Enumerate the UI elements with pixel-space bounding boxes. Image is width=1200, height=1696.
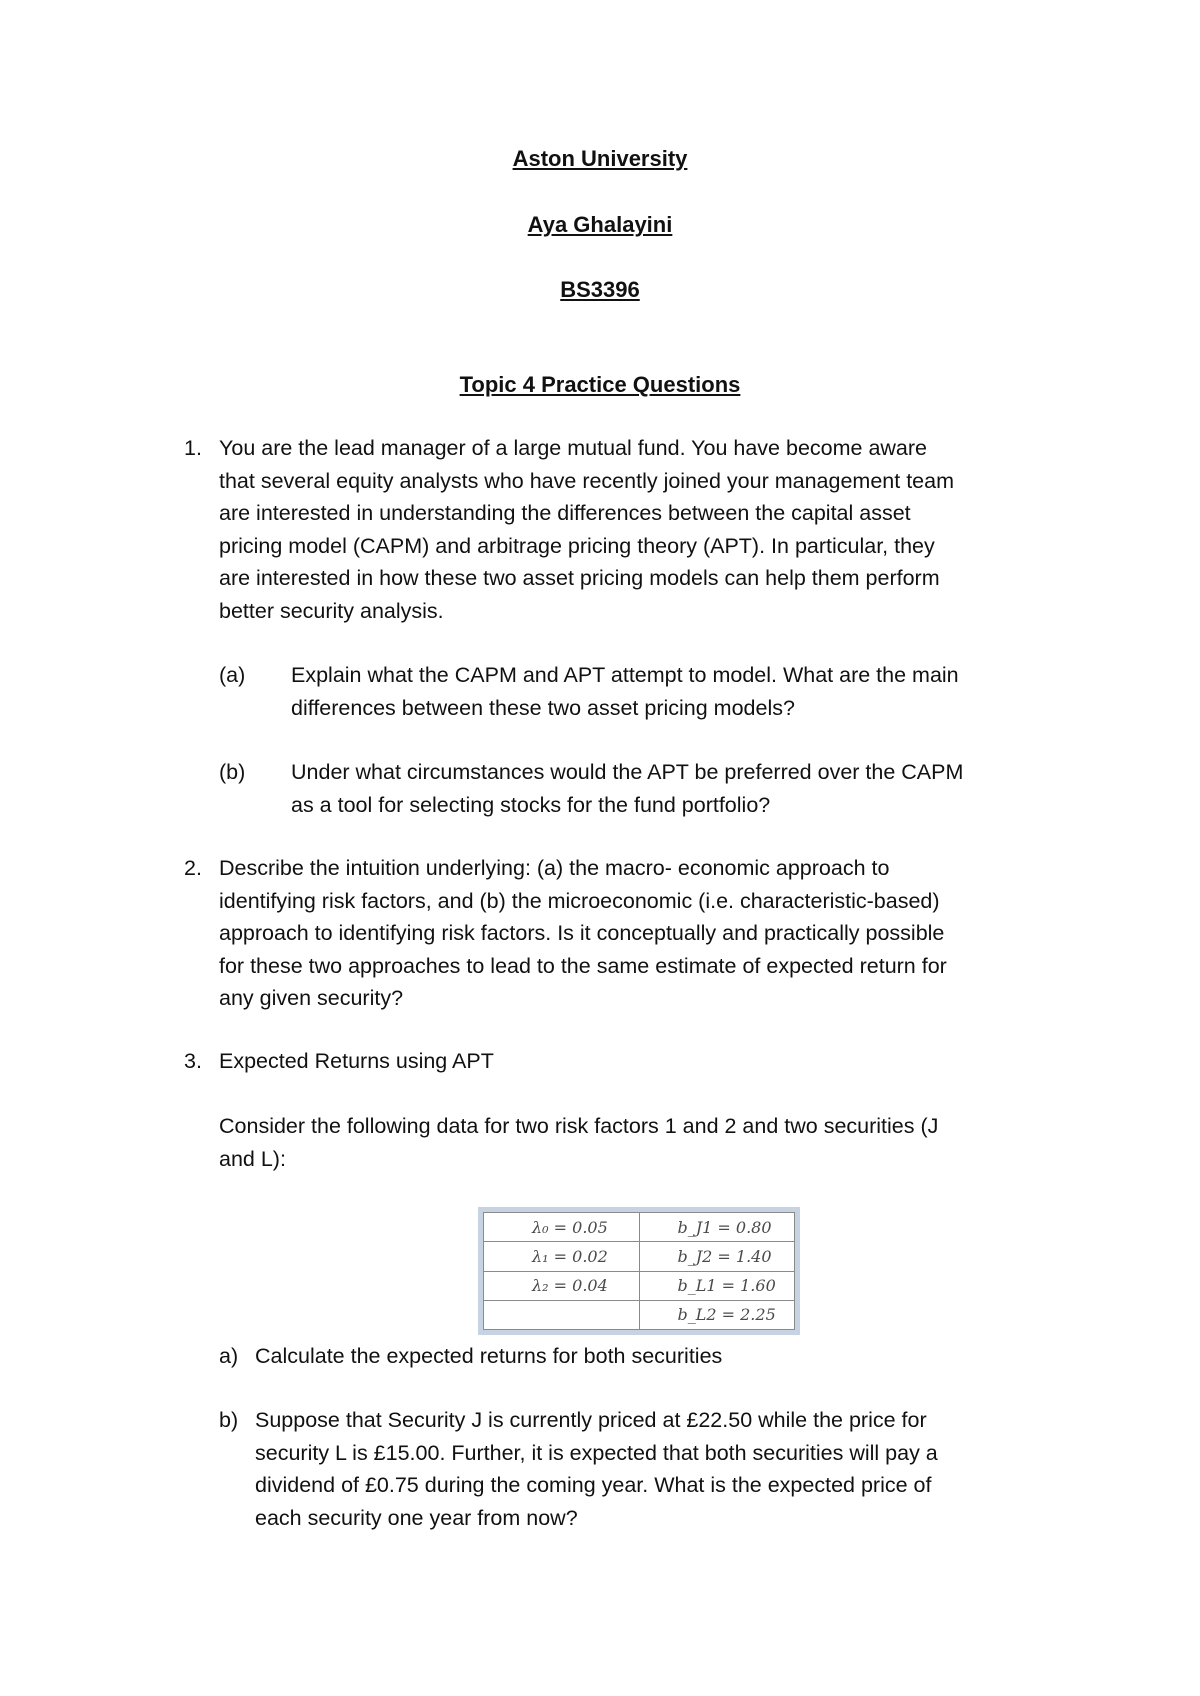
question-1-number: 1. xyxy=(184,436,202,460)
table-row xyxy=(484,1300,795,1329)
university-title: Aston University xyxy=(512,146,688,171)
question-3b-line: security L is £15.00. Further, it is expected that both securities will pay a xyxy=(255,1440,938,1465)
question-1b-text xyxy=(291,756,1111,821)
table-row xyxy=(484,1213,795,1242)
topic-title: Topic 4 Practice Questions xyxy=(459,372,741,397)
question-2-line: for these two approaches to lead to the same estimate of expected return for xyxy=(219,953,947,978)
factor-data-table xyxy=(478,1207,800,1335)
question-2-line: identifying risk factors, and (b) the microeconomic (i.e. characteristic-based) xyxy=(219,888,940,913)
question-1-line: better security analysis. xyxy=(219,598,444,623)
question-3b-text xyxy=(255,1404,1115,1534)
table-cell: b_J1 = 0.80 xyxy=(639,1213,795,1242)
table-row xyxy=(484,1242,795,1271)
question-1-line: are interested in understanding the differences between the capital asset xyxy=(219,501,911,525)
question-1-line: that several equity analysts who have recently joined your management team xyxy=(219,468,954,493)
question-2-line: Describe the intuition underlying: (a) the macro- economic approach to xyxy=(219,856,890,880)
question-2-line: approach to identifying risk factors. Is it conceptually and practically possible xyxy=(219,921,945,945)
question-3b-line: Suppose that Security J is currently priced at £22.50 while the price for xyxy=(255,1408,927,1432)
table-row xyxy=(484,1271,795,1300)
question-3b-label: b) xyxy=(219,1408,239,1432)
question-1b-line: as a tool for selecting stocks for the fund portfolio? xyxy=(291,792,771,817)
question-3-number: 3. xyxy=(184,1049,202,1073)
question-1-line: pricing model (CAPM) and arbitrage pricing theory (APT). In particular, they xyxy=(219,533,935,558)
table-cell: λ₀ = 0.05 xyxy=(484,1213,640,1242)
table-cell: λ₁ = 0.02 xyxy=(484,1242,640,1271)
table-cell xyxy=(484,1300,640,1329)
question-1a-label: (a) xyxy=(219,663,246,687)
table-cell: λ₂ = 0.04 xyxy=(484,1271,640,1300)
author-name: Aya Ghalayini xyxy=(527,212,673,237)
question-3a-line: Calculate the expected returns for both securities xyxy=(255,1344,723,1368)
table-cell: b_L1 = 1.60 xyxy=(639,1271,795,1300)
question-2-text xyxy=(219,852,1119,1015)
question-3-heading: Expected Returns using APT xyxy=(219,1049,494,1073)
question-1b-label: (b) xyxy=(219,760,246,784)
question-3-intro xyxy=(219,1110,1119,1175)
question-3a-label: a) xyxy=(219,1344,239,1368)
question-3-intro-line: Consider the following data for two risk factors 1 and 2 and two securities (J xyxy=(219,1114,939,1138)
question-3b-line: each security one year from now? xyxy=(255,1505,578,1530)
question-2-line: any given security? xyxy=(219,986,404,1010)
question-1-line: are interested in how these two asset pricing models can help them perform xyxy=(219,566,940,590)
table-cell: b_J2 = 1.40 xyxy=(639,1242,795,1271)
question-1a-text xyxy=(291,659,1111,724)
question-3-intro-line: and L): xyxy=(219,1146,286,1171)
question-3a-text xyxy=(255,1340,1115,1373)
module-code: BS3396 xyxy=(560,277,640,302)
question-1-line: You are the lead manager of a large mutual fund. You have become aware xyxy=(219,436,928,460)
question-2-number: 2. xyxy=(184,856,202,880)
table-cell: b_L2 = 2.25 xyxy=(639,1300,795,1329)
question-3b-line: dividend of £0.75 during the coming year. What is the expected price of xyxy=(255,1473,932,1497)
question-1-text xyxy=(219,432,1119,627)
question-1a-line: differences between these two asset pricing models? xyxy=(291,695,795,720)
question-1a-line: Explain what the CAPM and APT attempt to model. What are the main xyxy=(291,663,959,687)
question-1b-line: Under what circumstances would the APT be preferred over the CAPM xyxy=(291,760,964,784)
